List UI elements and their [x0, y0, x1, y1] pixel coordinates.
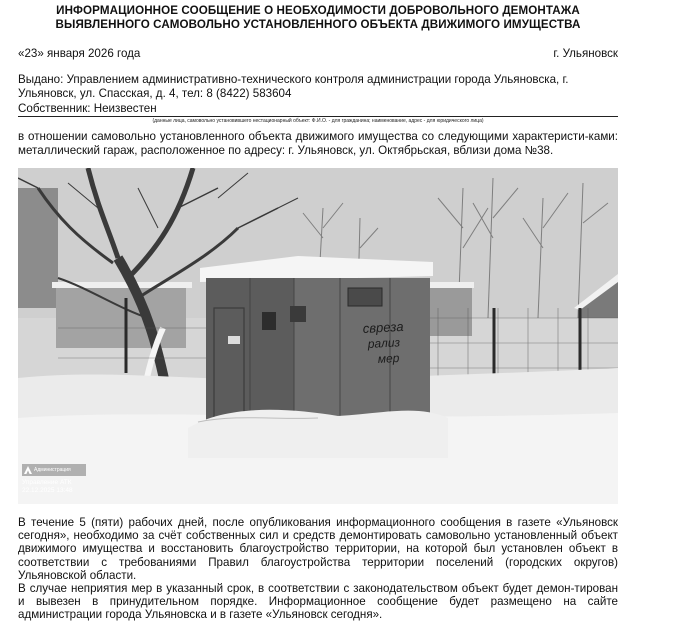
issued-by: Выдано: Управлением административно-технического контроля администрации города Ульяновска, г. Ульяновск, ул. Спасская, д. 4, тел: 8 (8422) 583604 [18, 73, 569, 100]
document-title [18, 4, 618, 32]
photo-watermark [22, 464, 94, 494]
paragraph-deadline: В течение 5 (пяти) рабочих дней, после опубликования информационного сообщения в газете «Ульяновск сегодня», необходимо за счёт собственных сил и средств демонтировать самовольно установленный объект движимого имущества и восстановить благоустройство территории, на которой был установлен объект в соответствии с требованиями Правил благоустройства территории поселений (городских округов) Ульяновской области. [18, 516, 618, 582]
watermark-org: Управление АТК [22, 479, 72, 486]
title-line-2: ВЫЯВЛЕННОГО САМОВОЛЬНО УСТАНОВЛЕННОГО ОБЪЕКТА ДВИЖИМОГО ИМУЩЕСТВА [55, 18, 581, 31]
svg-text:рализ: рализ [367, 335, 401, 351]
paragraph-consequences: В случае неприятия мер в указанный срок, в соответствии с законодательством объект будет демон-тирован и вывезен в принудительном порядке. Информационное сообщение будет размещено на сайте администрации города Ульяновска и в газете «Ульяновск сегодня». [18, 582, 618, 622]
garage-photo-scene [18, 168, 618, 504]
administration-logo-icon [24, 466, 32, 474]
watermark-logo [22, 464, 86, 476]
notice-body [18, 516, 618, 622]
graffiti-text: свреза [362, 318, 404, 336]
document-date: «23» января 2026 года [18, 47, 141, 60]
date-row [18, 47, 618, 60]
garage-photo [18, 168, 618, 504]
watermark-timestamp: 22.12.2025 13:48 [22, 486, 73, 494]
title-line-1: ИНФОРМАЦИОННОЕ СООБЩЕНИЕ О НЕОБХОДИМОСТИ ДОБРОВОЛЬНОГО ДЕМОНТАЖА [56, 4, 580, 17]
watermark-logo-text: Администрация [34, 466, 71, 473]
object-description: в отношении самовольно установленного объекта движимого имущества со следующими характеристи-ками: металлический гараж, расположенное по адресу: г. Ульяновск, ул. Октябрьская, вблизи дома №38. [18, 130, 618, 157]
owner-hint: (данные лица, самовольно установившего нестационарный объект: Ф.И.О. - для гражданина; наименование, адрес - для юридического лица) [152, 118, 484, 124]
document-city: г. Ульяновск [553, 47, 618, 60]
owner: Собственник: Неизвестен [18, 102, 618, 117]
svg-text:мер: мер [377, 350, 400, 366]
